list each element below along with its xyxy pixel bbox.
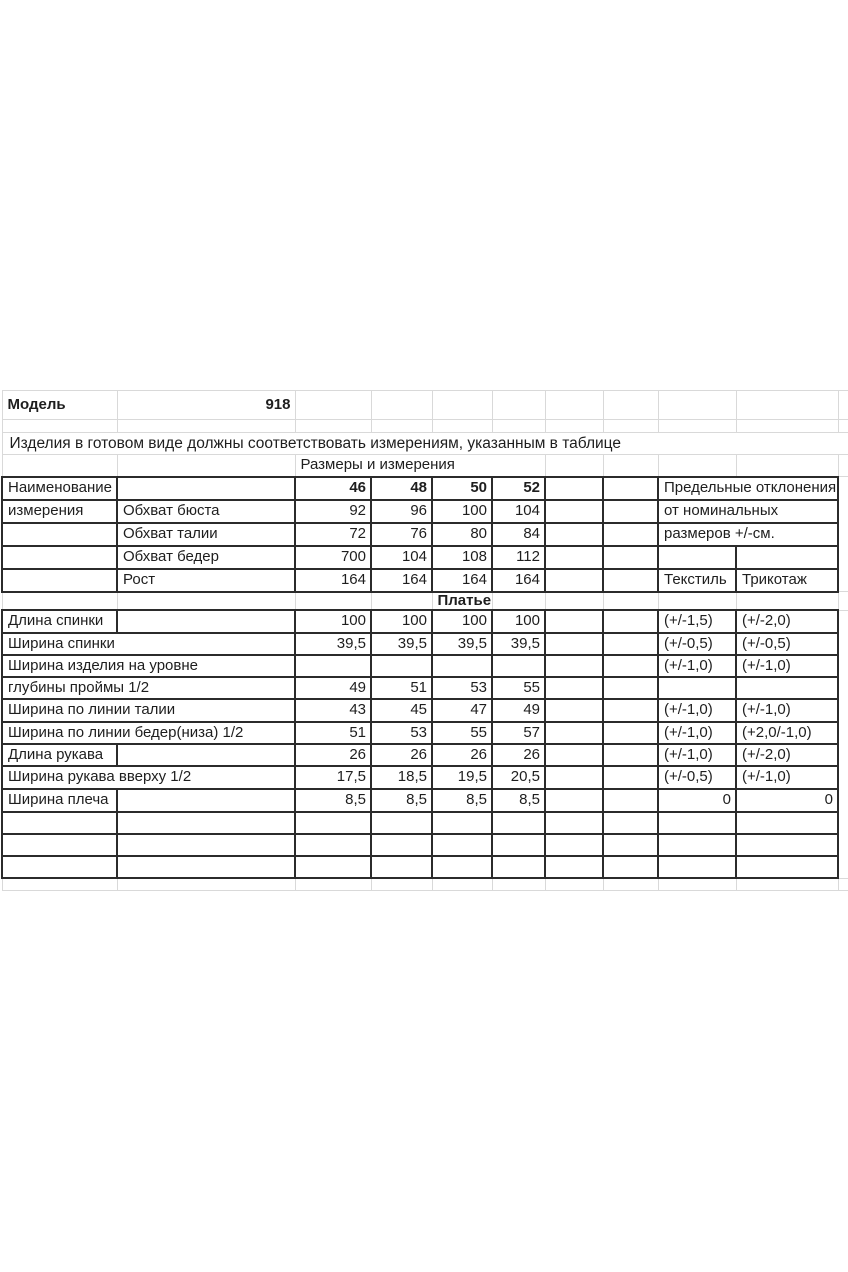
table-row bbox=[2, 744, 848, 766]
measure-value: 80 bbox=[432, 523, 492, 546]
grid-cell bbox=[736, 592, 838, 611]
knit-tolerance: (+/-2,0) bbox=[736, 744, 838, 766]
empty-cell bbox=[603, 523, 658, 546]
empty-cell bbox=[603, 569, 658, 592]
dress-measure-name: Длина спинки bbox=[2, 610, 117, 633]
caption-row bbox=[2, 455, 848, 477]
empty-cell bbox=[117, 744, 295, 766]
grid-cell bbox=[492, 878, 545, 890]
empty-cell bbox=[658, 834, 736, 856]
margin-cell bbox=[838, 834, 848, 856]
empty-cell bbox=[371, 856, 432, 878]
grid-cell bbox=[545, 592, 603, 611]
grid-cell bbox=[736, 420, 838, 433]
empty-cell bbox=[545, 766, 603, 789]
empty-cell bbox=[295, 856, 371, 878]
knit-tolerance: 0 bbox=[736, 789, 838, 812]
grid-cell bbox=[295, 592, 371, 611]
grid-cell bbox=[2, 592, 117, 611]
table-row bbox=[2, 766, 848, 789]
empty-cell bbox=[545, 546, 603, 569]
grid-cell bbox=[658, 420, 736, 433]
grid-cell bbox=[295, 420, 371, 433]
measure-value: 108 bbox=[432, 546, 492, 569]
size-header: 52 bbox=[492, 477, 545, 500]
empty-cell bbox=[492, 812, 545, 834]
grid-cell bbox=[545, 455, 603, 477]
table-row bbox=[2, 699, 848, 722]
tolerance-heading: Предельные отклонения bbox=[658, 477, 838, 500]
knit-header: Трикотаж bbox=[736, 569, 838, 592]
empty-cell bbox=[545, 722, 603, 744]
measure-value: 112 bbox=[492, 546, 545, 569]
measure-value: 17,5 bbox=[295, 766, 371, 789]
measure-value: 72 bbox=[295, 523, 371, 546]
empty-cell bbox=[2, 834, 117, 856]
empty-table-row bbox=[2, 856, 848, 878]
measure-value: 45 bbox=[371, 699, 432, 722]
grid-cell bbox=[545, 391, 603, 420]
margin-cell bbox=[838, 610, 848, 633]
empty-cell bbox=[545, 677, 603, 699]
empty-cell bbox=[117, 610, 295, 633]
grid-cell bbox=[736, 878, 838, 890]
tolerance-note-2: от номинальных bbox=[658, 500, 838, 523]
margin-cell bbox=[838, 477, 848, 500]
textile-tolerance: (+/-1,5) bbox=[658, 610, 736, 633]
measure-value: 92 bbox=[295, 500, 371, 523]
empty-cell bbox=[2, 812, 117, 834]
measure-value: 100 bbox=[371, 610, 432, 633]
grid-cell bbox=[371, 592, 432, 611]
empty-cell bbox=[432, 812, 492, 834]
empty-cell bbox=[117, 834, 295, 856]
empty-cell bbox=[603, 546, 658, 569]
grid-cell bbox=[295, 391, 371, 420]
measure-value: 164 bbox=[492, 569, 545, 592]
size-table bbox=[1, 390, 848, 891]
empty-cell bbox=[603, 699, 658, 722]
empty-cell bbox=[545, 789, 603, 812]
margin-cell bbox=[838, 766, 848, 789]
grid-cell bbox=[603, 592, 658, 611]
grid-cell bbox=[295, 878, 371, 890]
table-row bbox=[2, 569, 848, 592]
textile-tolerance: (+/-1,0) bbox=[658, 744, 736, 766]
empty-cell bbox=[603, 856, 658, 878]
margin-cell bbox=[838, 722, 848, 744]
size-header: 46 bbox=[295, 477, 371, 500]
model-value: 918 bbox=[117, 391, 295, 420]
empty-cell bbox=[295, 812, 371, 834]
name-header-line1: Наименование bbox=[2, 477, 117, 500]
measure-value: 8,5 bbox=[492, 789, 545, 812]
empty-cell bbox=[603, 812, 658, 834]
grid-cell bbox=[492, 420, 545, 433]
margin-cell bbox=[838, 569, 848, 592]
grid-cell bbox=[2, 878, 117, 890]
margin-cell bbox=[838, 546, 848, 569]
empty-cell bbox=[736, 812, 838, 834]
empty-cell bbox=[736, 856, 838, 878]
empty-cell bbox=[603, 655, 658, 677]
knit-tolerance: (+2,0/-1,0) bbox=[736, 722, 838, 744]
measure-value: 8,5 bbox=[295, 789, 371, 812]
header-row bbox=[2, 477, 848, 500]
measure-value: 100 bbox=[492, 610, 545, 633]
grid-cell bbox=[838, 455, 848, 477]
grid-cell bbox=[736, 391, 838, 420]
margin-cell bbox=[838, 523, 848, 546]
empty-cell bbox=[545, 523, 603, 546]
empty-cell bbox=[2, 546, 117, 569]
empty-cell bbox=[371, 812, 432, 834]
measure-value: 57 bbox=[492, 722, 545, 744]
measure-value: 51 bbox=[371, 677, 432, 699]
measure-value: 8,5 bbox=[432, 789, 492, 812]
empty-cell bbox=[545, 834, 603, 856]
table-row bbox=[2, 633, 848, 655]
measure-name: Обхват бюста bbox=[117, 500, 295, 523]
knit-tolerance bbox=[736, 677, 838, 699]
measure-value: 8,5 bbox=[371, 789, 432, 812]
textile-tolerance: (+/-1,0) bbox=[658, 722, 736, 744]
section-row bbox=[2, 592, 848, 611]
margin-cell bbox=[838, 655, 848, 677]
size-header: 48 bbox=[371, 477, 432, 500]
grid-cell bbox=[492, 391, 545, 420]
empty-cell bbox=[295, 834, 371, 856]
grid-cell bbox=[603, 420, 658, 433]
measure-value: 55 bbox=[432, 722, 492, 744]
measure-value: 164 bbox=[295, 569, 371, 592]
empty-cell bbox=[603, 766, 658, 789]
knit-tolerance: (+/-1,0) bbox=[736, 699, 838, 722]
grid-cell bbox=[603, 878, 658, 890]
table-row bbox=[2, 677, 848, 699]
grid-cell bbox=[603, 391, 658, 420]
empty-cell bbox=[658, 812, 736, 834]
note-row bbox=[2, 433, 848, 455]
empty-cell bbox=[736, 834, 838, 856]
empty-cell bbox=[603, 789, 658, 812]
grid-cell bbox=[371, 391, 432, 420]
empty-cell bbox=[603, 610, 658, 633]
grid-cell bbox=[658, 455, 736, 477]
measure-value: 100 bbox=[432, 610, 492, 633]
empty-table-row bbox=[2, 812, 848, 834]
textile-tolerance: (+/-1,0) bbox=[658, 699, 736, 722]
measure-value: 26 bbox=[295, 744, 371, 766]
grid-cell bbox=[371, 420, 432, 433]
measure-value: 53 bbox=[432, 677, 492, 699]
grid-cell bbox=[2, 455, 117, 477]
measure-value bbox=[371, 655, 432, 677]
empty-cell bbox=[545, 477, 603, 500]
empty-cell bbox=[603, 477, 658, 500]
bottom-grid-row bbox=[2, 878, 848, 890]
empty-cell bbox=[545, 655, 603, 677]
measure-value: 53 bbox=[371, 722, 432, 744]
model-row bbox=[2, 391, 848, 420]
measure-value: 700 bbox=[295, 546, 371, 569]
empty-cell bbox=[545, 744, 603, 766]
measure-value: 164 bbox=[371, 569, 432, 592]
grid-cell bbox=[371, 878, 432, 890]
empty-cell bbox=[117, 856, 295, 878]
textile-tolerance: (+/-0,5) bbox=[658, 633, 736, 655]
grid-cell bbox=[658, 391, 736, 420]
empty-cell bbox=[492, 856, 545, 878]
measure-value: 47 bbox=[432, 699, 492, 722]
dress-measure-name: Ширина по линии талии bbox=[2, 699, 295, 722]
measure-value: 26 bbox=[492, 744, 545, 766]
empty-cell bbox=[117, 812, 295, 834]
empty-cell bbox=[658, 546, 736, 569]
empty-cell bbox=[545, 699, 603, 722]
knit-tolerance: (+/-0,5) bbox=[736, 633, 838, 655]
empty-cell bbox=[545, 569, 603, 592]
measure-name: Обхват бедер bbox=[117, 546, 295, 569]
grid-cell bbox=[838, 878, 848, 890]
dress-measure-name: Ширина рукава вверху 1/2 bbox=[2, 766, 295, 789]
measure-value: 104 bbox=[492, 500, 545, 523]
spreadsheet-area bbox=[1, 390, 848, 891]
measure-value bbox=[492, 655, 545, 677]
measure-value: 19,5 bbox=[432, 766, 492, 789]
grid-cell bbox=[603, 455, 658, 477]
measure-value: 26 bbox=[432, 744, 492, 766]
grid-cell bbox=[838, 391, 848, 420]
dress-measure-name: Длина рукава bbox=[2, 744, 117, 766]
empty-cell bbox=[603, 744, 658, 766]
dress-measure-name: Ширина изделия на уровне bbox=[2, 655, 295, 677]
empty-cell bbox=[2, 523, 117, 546]
empty-cell bbox=[2, 856, 117, 878]
measure-value: 39,5 bbox=[432, 633, 492, 655]
textile-tolerance: (+/-0,5) bbox=[658, 766, 736, 789]
empty-table-row bbox=[2, 834, 848, 856]
table-row bbox=[2, 789, 848, 812]
empty-cell bbox=[603, 834, 658, 856]
textile-tolerance bbox=[658, 677, 736, 699]
grid-cell bbox=[117, 592, 295, 611]
grid-cell bbox=[2, 420, 117, 433]
measure-value: 39,5 bbox=[371, 633, 432, 655]
empty-cell bbox=[603, 500, 658, 523]
model-label: Модель bbox=[2, 391, 117, 420]
table-row bbox=[2, 655, 848, 677]
sizes-caption: Размеры и измерения bbox=[295, 455, 545, 477]
grid-cell bbox=[432, 420, 492, 433]
grid-cell bbox=[432, 878, 492, 890]
measure-value: 76 bbox=[371, 523, 432, 546]
measure-value: 164 bbox=[432, 569, 492, 592]
grid-cell bbox=[117, 420, 295, 433]
textile-tolerance: 0 bbox=[658, 789, 736, 812]
margin-cell bbox=[838, 744, 848, 766]
margin-cell bbox=[838, 633, 848, 655]
textile-tolerance: (+/-1,0) bbox=[658, 655, 736, 677]
margin-cell bbox=[838, 812, 848, 834]
empty-cell bbox=[117, 477, 295, 500]
margin-cell bbox=[838, 500, 848, 523]
tolerance-note-3: размеров +/-см. bbox=[658, 523, 838, 546]
name-header-line2: измерения bbox=[2, 500, 117, 523]
measure-name: Обхват талии bbox=[117, 523, 295, 546]
grid-cell bbox=[736, 455, 838, 477]
grid-cell bbox=[658, 878, 736, 890]
measure-value: 39,5 bbox=[295, 633, 371, 655]
empty-cell bbox=[371, 834, 432, 856]
measure-value: 20,5 bbox=[492, 766, 545, 789]
empty-cell bbox=[545, 633, 603, 655]
grid-cell bbox=[117, 455, 295, 477]
grid-cell bbox=[432, 391, 492, 420]
empty-cell bbox=[432, 834, 492, 856]
knit-tolerance: (+/-1,0) bbox=[736, 655, 838, 677]
grid-cell bbox=[492, 592, 545, 611]
measure-value bbox=[295, 655, 371, 677]
compliance-note: Изделия в готовом виде должны соответствовать измерениям, указанным в таблице bbox=[2, 433, 848, 455]
table-row bbox=[2, 722, 848, 744]
empty-cell bbox=[736, 546, 838, 569]
measure-value: 51 bbox=[295, 722, 371, 744]
empty-cell bbox=[545, 856, 603, 878]
measure-value: 18,5 bbox=[371, 766, 432, 789]
grid-cell bbox=[838, 592, 848, 611]
empty-cell bbox=[117, 789, 295, 812]
measure-value: 96 bbox=[371, 500, 432, 523]
grid-cell bbox=[545, 878, 603, 890]
table-row bbox=[2, 500, 848, 523]
measure-name: Рост bbox=[117, 569, 295, 592]
dress-measure-name: Ширина плеча bbox=[2, 789, 117, 812]
empty-cell bbox=[603, 722, 658, 744]
margin-cell bbox=[838, 677, 848, 699]
empty-cell bbox=[545, 610, 603, 633]
margin-cell bbox=[838, 789, 848, 812]
measure-value: 39,5 bbox=[492, 633, 545, 655]
measure-value: 84 bbox=[492, 523, 545, 546]
grid-cell bbox=[658, 592, 736, 611]
grid-cell bbox=[838, 420, 848, 433]
grid-cell bbox=[545, 420, 603, 433]
measure-value: 104 bbox=[371, 546, 432, 569]
measure-value: 43 bbox=[295, 699, 371, 722]
dress-measure-name: Ширина спинки bbox=[2, 633, 295, 655]
empty-cell bbox=[603, 633, 658, 655]
measure-value: 55 bbox=[492, 677, 545, 699]
empty-cell bbox=[492, 834, 545, 856]
dress-measure-name: глубины проймы 1/2 bbox=[2, 677, 295, 699]
measure-value: 26 bbox=[371, 744, 432, 766]
empty-cell bbox=[658, 856, 736, 878]
empty-cell bbox=[603, 677, 658, 699]
size-header: 50 bbox=[432, 477, 492, 500]
knit-tolerance: (+/-1,0) bbox=[736, 766, 838, 789]
measure-value: 100 bbox=[295, 610, 371, 633]
empty-cell bbox=[545, 500, 603, 523]
spacer-row bbox=[2, 420, 848, 433]
table-row bbox=[2, 610, 848, 633]
knit-tolerance: (+/-2,0) bbox=[736, 610, 838, 633]
empty-cell bbox=[432, 856, 492, 878]
empty-cell bbox=[2, 569, 117, 592]
grid-cell bbox=[117, 878, 295, 890]
measure-value: 100 bbox=[432, 500, 492, 523]
section-title: Платье bbox=[432, 592, 492, 611]
measure-value bbox=[432, 655, 492, 677]
textile-header: Текстиль bbox=[658, 569, 736, 592]
measure-value: 49 bbox=[492, 699, 545, 722]
margin-cell bbox=[838, 856, 848, 878]
empty-cell bbox=[545, 812, 603, 834]
table-row bbox=[2, 546, 848, 569]
margin-cell bbox=[838, 699, 848, 722]
measure-value: 49 bbox=[295, 677, 371, 699]
table-row bbox=[2, 523, 848, 546]
dress-measure-name: Ширина по линии бедер(низа) 1/2 bbox=[2, 722, 295, 744]
